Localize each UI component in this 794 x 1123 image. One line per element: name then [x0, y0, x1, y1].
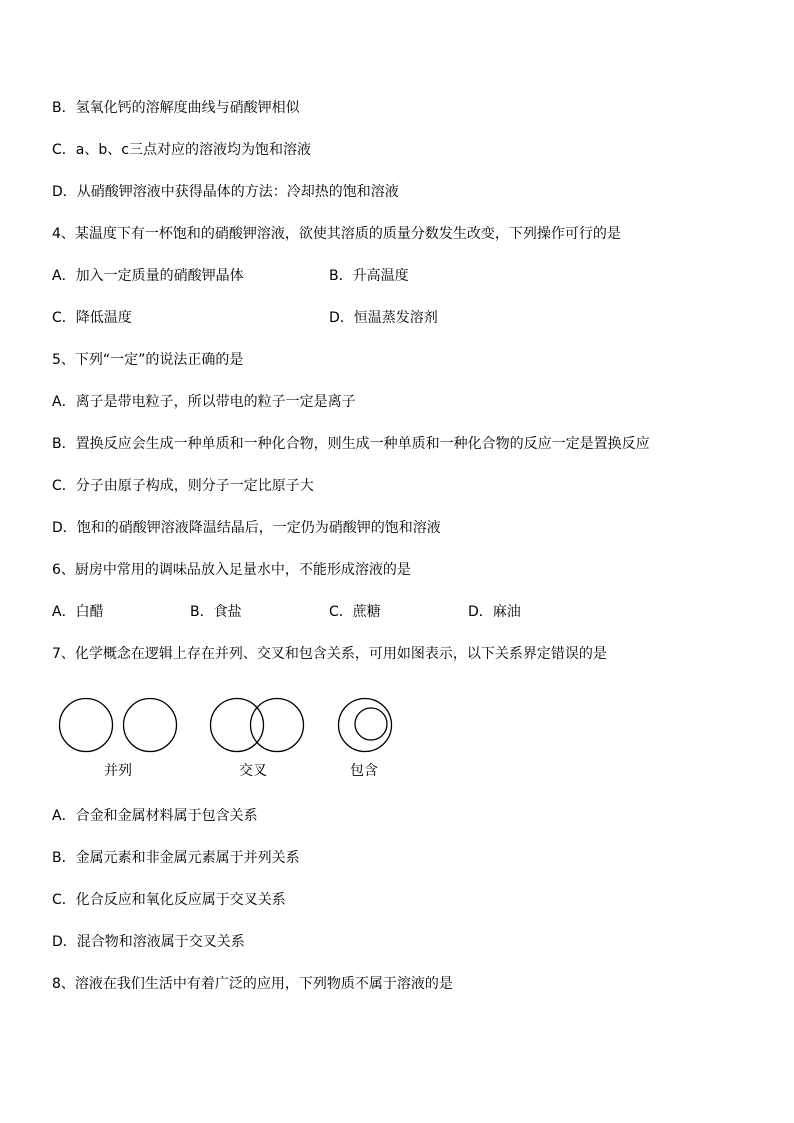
q5-option-a: A．离子是带电粒子，所以带电的粒子一定是离子 [52, 394, 356, 410]
intersect-circle-left [211, 699, 264, 752]
q5-option-d: D．饱和的硝酸钾溶液降温结晶后，一定仍为硝酸钾的饱和溶液 [52, 520, 441, 536]
venn-label-contain: 包含 [350, 763, 378, 779]
q6-option-c: C．蔗糖 [329, 604, 381, 620]
q6-stem: 6、厨房中常用的调味品放入足量水中，不能形成溶液的是 [52, 562, 411, 578]
q3-option-c: C．a、b、c三点对应的溶液均为饱和溶液 [52, 142, 311, 158]
q5-option-c: C．分子由原子构成，则分子一定比原子大 [52, 478, 314, 494]
q6-option-d: D．麻油 [468, 604, 521, 620]
q3-option-b: B．氢氧化钙的溶解度曲线与硝酸钾相似 [52, 100, 300, 116]
venn-label-parallel: 并列 [104, 763, 132, 779]
q4-stem: 4、某温度下有一杯饱和的硝酸钾溶液，欲使其溶质的质量分数发生改变，下列操作可行的是 [52, 226, 621, 242]
parallel-circle-right [124, 699, 177, 752]
q7-option-d: D．混合物和溶液属于交叉关系 [52, 934, 245, 950]
parallel-circle-left [60, 699, 113, 752]
q4-option-d: D．恒温蒸发溶剂 [329, 310, 438, 326]
q4-option-c: C．降低温度 [52, 310, 132, 326]
venn-diagram-figure [52, 692, 412, 792]
q5-option-b: B．置换反应会生成一种单质和一种化合物，则生成一种单质和一种化合物的反应一定是置换反应 [52, 436, 650, 452]
venn-label-intersect: 交叉 [239, 763, 267, 779]
q7-option-a: A．合金和金属材料属于包含关系 [52, 808, 258, 824]
q5-stem: 5、下列“一定”的说法正确的是 [52, 352, 244, 368]
q8-stem: 8、溶液在我们生活中有着广泛的应用，下列物质不属于溶液的是 [52, 976, 453, 992]
q7-option-c: C．化合反应和氧化反应属于交叉关系 [52, 892, 286, 908]
q3-option-d: D．从硝酸钾溶液中获得晶体的方法：冷却热的饱和溶液 [52, 184, 399, 200]
q7-option-b: B．金属元素和非金属元素属于并列关系 [52, 850, 300, 866]
q7-stem: 7、化学概念在逻辑上存在并列、交叉和包含关系，可用如图表示，以下关系界定错误的是 [52, 646, 607, 662]
intersect-circle-right [251, 699, 304, 752]
q6-option-b: B．食盐 [190, 604, 242, 620]
q6-option-a: A．白醋 [52, 604, 104, 620]
q4-option-a: A．加入一定质量的硝酸钾晶体 [52, 268, 244, 284]
contain-circle-inner [355, 708, 387, 740]
contain-circle-outer [339, 699, 392, 752]
q4-option-b: B．升高温度 [329, 268, 409, 284]
